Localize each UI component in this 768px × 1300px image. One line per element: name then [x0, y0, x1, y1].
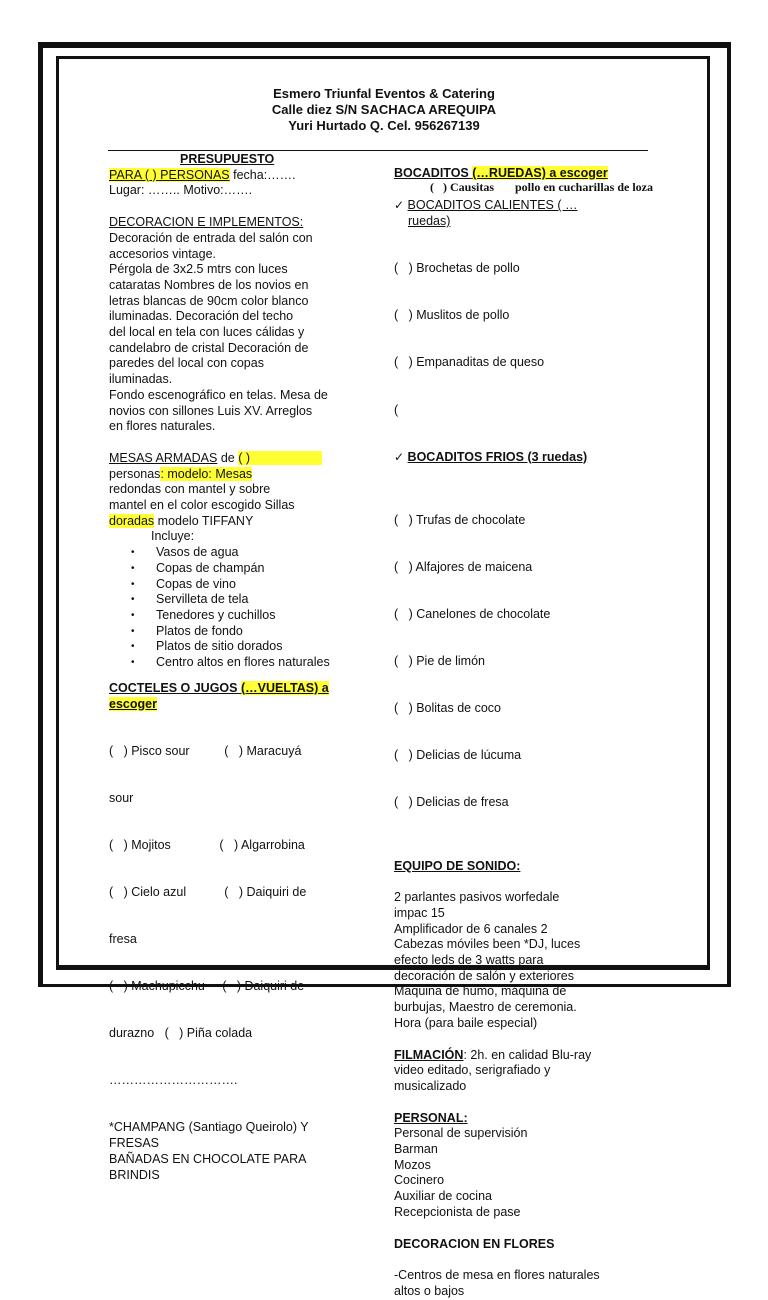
- flores-title: DECORACION EN FLORES: [394, 1236, 555, 1251]
- incluye-list: [109, 545, 371, 671]
- calientes-title-2: ruedas): [408, 214, 451, 229]
- champang-line: *CHAMPANG (Santiago Queirolo) Y: [109, 1120, 309, 1135]
- champang-line: BRINDIS: [109, 1167, 160, 1182]
- para-personas-line: [109, 168, 371, 184]
- cocteles-list: [109, 712, 371, 1120]
- list-item: • Platos de fondo: [131, 624, 371, 640]
- calientes-title: [394, 198, 674, 214]
- sonido-line: burbujas, Maestro de ceremonia.: [394, 1000, 577, 1015]
- list-item: durazno ( ) Piña colada: [109, 1026, 253, 1041]
- personal-title: PERSONAL:: [394, 1110, 468, 1125]
- list-item: • Vasos de agua: [131, 545, 371, 561]
- list-item: ………………………….: [109, 1073, 238, 1088]
- sonido-line: decoración de salón y exteriores: [394, 968, 574, 983]
- calientes-list: [394, 230, 674, 450]
- mesas-line-1: [109, 451, 371, 467]
- sonido-line: Maquina de humo, máquina de: [394, 984, 567, 999]
- cocteles-title-text: COCTELES O JUGOS: [109, 680, 241, 695]
- filmacion-line: video editado, serigrafiado y: [394, 1063, 551, 1078]
- frios-title-text: BOCADITOS FRIOS (3 ruedas): [407, 449, 588, 464]
- modelo-label: : modelo: Mesas: [160, 466, 253, 481]
- list-item: • Servilleta de tela: [131, 592, 371, 608]
- causitas-line: ( ) Causitas pollo en cucharillas de loza: [430, 179, 654, 194]
- list-item: ( ) Canelones de chocolate: [394, 606, 551, 621]
- list-item: • Centro altos en flores naturales: [131, 655, 371, 671]
- left-column: [109, 152, 371, 1183]
- deco-line: iluminadas. Decoración del techo: [109, 309, 294, 324]
- company-contact: Yuri Hurtado Q. Cel. 956267139: [288, 118, 480, 133]
- list-item: ( ) Cielo azul ( ) Daiquiri de: [109, 884, 307, 899]
- sonido-line: 2 parlantes pasivos worfedale: [394, 890, 560, 905]
- decoracion-text: [109, 231, 371, 435]
- sonido-title: EQUIPO DE SONIDO:: [394, 858, 521, 873]
- list-item: fresa: [109, 932, 137, 947]
- frios-list: [394, 481, 674, 842]
- flores-line: altos o bajos: [394, 1284, 465, 1298]
- deco-line: novios con sillones Luis XV. Arreglos: [109, 403, 313, 418]
- list-item: ( ) Pisco sour ( ) Maracuyá: [109, 743, 302, 758]
- champang-line: BAÑADAS EN CHOCOLATE PARA: [109, 1151, 307, 1166]
- right-column: [394, 166, 674, 1300]
- page-title: PRESUPUESTO: [180, 152, 275, 166]
- list-item: • Platos de sitio dorados: [131, 639, 371, 655]
- list-item: sour: [109, 790, 134, 805]
- list-item: ( ) Delicias de lúcuma: [394, 748, 522, 763]
- list-item: ( ) Mojitos ( ) Algarrobina: [109, 837, 305, 852]
- check-icon: ✓: [394, 449, 405, 464]
- calientes-title-text: BOCADITOS CALIENTES ( …: [407, 198, 578, 213]
- sonido-line: impac 15: [394, 905, 445, 920]
- list-item: ( ) Delicias de fresa: [394, 795, 509, 810]
- sonido-line: Hora (para baile especial): [394, 1015, 538, 1030]
- deco-line: accesorios vintage.: [109, 246, 217, 261]
- fecha-field: fecha:…….: [229, 167, 296, 182]
- list-item: ( ) Alfajores de maicena: [394, 559, 533, 574]
- personal-item: Auxiliar de cocina: [394, 1189, 492, 1204]
- list-item: • Copas de vino: [131, 577, 371, 593]
- list-item: ( ) Bolitas de coco: [394, 701, 501, 716]
- decoracion-title: DECORACION E IMPLEMENTOS:: [109, 215, 304, 230]
- sonido-text: [394, 890, 674, 1031]
- check-icon: ✓: [394, 198, 405, 213]
- list-item: ( ) Pie de limón: [394, 654, 486, 669]
- document-header: [0, 86, 768, 134]
- list-item: ( ) Brochetas de pollo: [394, 261, 520, 276]
- deco-line: del local en tela con luces cálidas y: [109, 325, 305, 340]
- personal-item: Mozos: [394, 1157, 431, 1172]
- list-item: • Tenedores y cuchillos: [131, 608, 371, 624]
- list-item: ( ) Machupicchu ( ) Daiquiri de: [109, 979, 305, 994]
- deco-line: cataratas Nombres de los novios en: [109, 277, 309, 292]
- mesas-line-2: [109, 467, 371, 483]
- sonido-line: efecto leds de 3 watts para: [394, 953, 544, 968]
- para-personas: PARA ( ) PERSONAS: [109, 167, 230, 182]
- deco-line: iluminadas.: [109, 372, 173, 387]
- deco-line: paredes del local con copas: [109, 356, 264, 371]
- deco-line: Decoración de entrada del salón con: [109, 230, 313, 245]
- mesas-de: de: [217, 450, 239, 465]
- company-name: Esmero Triunfal Eventos & Catering: [273, 86, 495, 101]
- sonido-line: Amplificador de 6 canales 2: [394, 921, 548, 936]
- mesas-line-5: [109, 514, 371, 530]
- mesas-line-3: redondas con mantel y sobre: [109, 482, 271, 497]
- deco-line: en flores naturales.: [109, 419, 216, 434]
- cocteles-escoger: escoger: [109, 696, 157, 711]
- personal-item: Personal de supervisión: [394, 1126, 528, 1141]
- lugar-motivo-line: Lugar: …….. Motivo:…….: [109, 183, 253, 198]
- sonido-line: Cabezas móviles been *DJ, luces: [394, 937, 581, 952]
- personas-label: personas: [109, 466, 161, 481]
- champang-line: FRESAS: [109, 1136, 160, 1151]
- filmacion-line: musicalizado: [394, 1078, 467, 1093]
- deco-line: Fondo escenográfico en telas. Mesa de: [109, 387, 328, 402]
- list-item: (: [394, 402, 399, 417]
- deco-line: Pérgola de 3x2.5 mtrs con luces: [109, 262, 288, 277]
- filmacion-text: : 2h. en calidad Blu-ray: [463, 1047, 592, 1062]
- cocteles-title-2: [109, 697, 371, 713]
- frios-title: [394, 450, 674, 466]
- personal-item: Recepcionista de pase: [394, 1204, 521, 1219]
- flores-line: -Centros de mesa en flores naturales: [394, 1268, 600, 1283]
- mesas-count: ( ): [238, 451, 322, 465]
- personal-item: Barman: [394, 1142, 438, 1157]
- incluye-label: Incluye:: [151, 529, 195, 544]
- mesas-title: MESAS ARMADAS: [109, 450, 218, 465]
- mesas-line-4: mantel en el color escogido Sillas: [109, 498, 295, 513]
- deco-line: candelabro de cristal Decoración de: [109, 340, 309, 355]
- cocteles-title: [109, 681, 371, 697]
- filmacion-title: FILMACIÓN: [394, 1047, 464, 1062]
- filmacion-line: [394, 1048, 674, 1064]
- cocteles-vueltas: (…VUELTAS) a: [240, 680, 329, 695]
- list-item: ( ) Muslitos de pollo: [394, 308, 510, 323]
- header-separator: [108, 150, 648, 151]
- list-item: ( ) Trufas de chocolate: [394, 512, 526, 527]
- personal-item: Cocinero: [394, 1173, 445, 1188]
- list-item: • Copas de champán: [131, 561, 371, 577]
- doradas-label: doradas: [109, 513, 155, 528]
- company-address: Calle diez S/N SACHACA AREQUIPA: [271, 102, 497, 117]
- tiffany-label: modelo TIFFANY: [154, 513, 254, 528]
- bocaditos-title-text: BOCADITOS: [394, 166, 473, 180]
- deco-line: letras blancas de 90cm color blanco: [109, 293, 309, 308]
- list-item: ( ) Empanaditas de queso: [394, 355, 545, 370]
- bocaditos-ruedas: (…RUEDAS) a escoger: [472, 166, 608, 180]
